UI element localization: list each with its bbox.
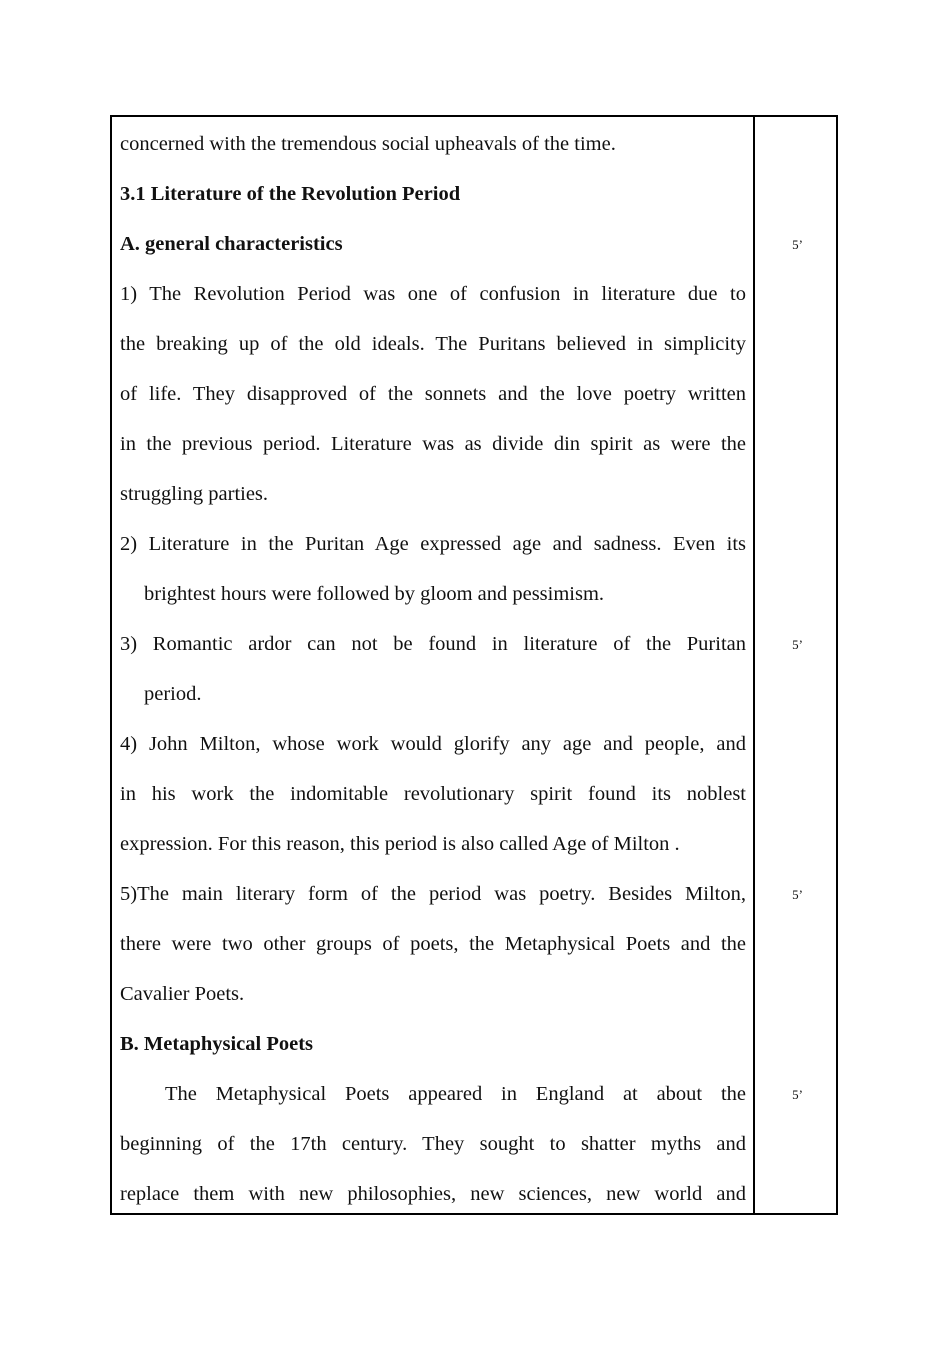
text-line: beginning of the 17th century. They sought to shatter myths and — [120, 1133, 746, 1155]
text-line: period. — [144, 683, 202, 705]
text-line: in the previous period. Literature was as divide din spirit as were the — [120, 433, 746, 455]
text-line: The Metaphysical Poets appeared in England at about the — [165, 1083, 746, 1105]
section-heading: 3.1 Literature of the Revolution Period — [120, 183, 461, 205]
time-mark: 5’ — [792, 237, 803, 252]
text-line: of life. They disapproved of the sonnets and the love poetry written — [120, 383, 746, 405]
text-line: the breaking up of the old ideals. The Puritans believed in simplicity — [120, 333, 746, 355]
subsection-heading: A. general characteristics — [120, 233, 343, 255]
column-divider — [753, 117, 755, 1213]
text-line: replace them with new philosophies, new sciences, new world and — [120, 1183, 746, 1205]
text-line: in his work the indomitable revolutionary spirit found its noblest — [120, 783, 746, 805]
text-line: concerned with the tremendous social upheavals of the time. — [120, 133, 616, 155]
text-line: 1) The Revolution Period was one of confusion in literature due to — [120, 283, 746, 305]
text-line: 2) Literature in the Puritan Age expressed age and sadness. Even its — [120, 533, 746, 555]
subsection-heading: B. Metaphysical Poets — [120, 1033, 314, 1055]
text-line: expression. For this reason, this period is also called Age of Milton . — [120, 833, 680, 855]
text-line: struggling parties. — [120, 483, 269, 505]
text-line: 4) John Milton, whose work would glorify any age and people, and — [120, 733, 746, 755]
text-line: 3) Romantic ardor can not be found in literature of the Puritan — [120, 633, 746, 655]
time-mark: 5’ — [792, 887, 803, 902]
lesson-plan-table — [110, 115, 838, 1215]
text-line: brightest hours were followed by gloom and pessimism. — [144, 583, 605, 605]
text-line: there were two other groups of poets, the Metaphysical Poets and the — [120, 933, 746, 955]
text-line: Cavalier Poets. — [120, 983, 245, 1005]
time-mark: 5’ — [792, 637, 803, 652]
text-line: 5)The main literary form of the period was poetry. Besides Milton, — [120, 883, 746, 905]
time-mark: 5’ — [792, 1087, 803, 1102]
